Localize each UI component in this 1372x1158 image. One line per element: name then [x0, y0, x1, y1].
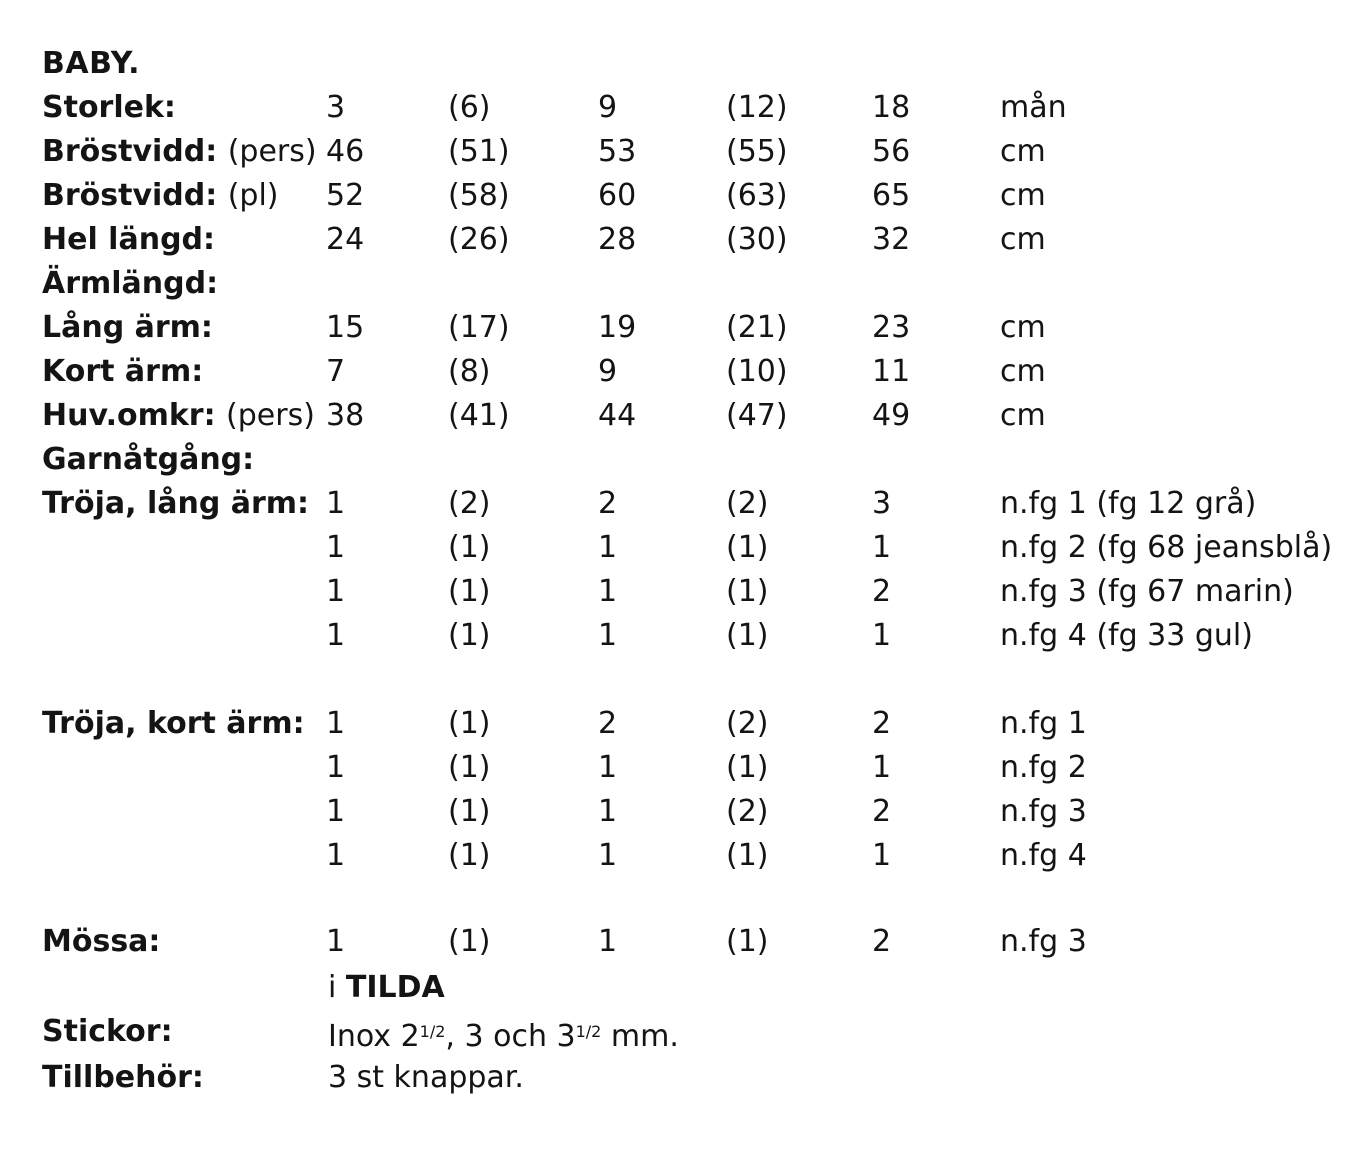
row-label [42, 306, 213, 350]
row-label-text: Tröja, lång ärm: [42, 486, 310, 521]
size-value: 28 [598, 222, 637, 257]
size-value: 1 [872, 838, 892, 873]
row-label [42, 438, 254, 482]
table-row [0, 614, 1372, 658]
size-value: (58) [448, 178, 510, 213]
size-value: 1 [326, 794, 346, 829]
row-label-qualifier: (pers) [227, 134, 317, 169]
size-value: 1 [326, 750, 346, 785]
needles-text-c: mm. [601, 1019, 679, 1054]
row-unit: n.fg 3 [1000, 794, 1087, 829]
size-value: (1) [448, 530, 491, 565]
row-label [42, 218, 215, 262]
size-value: 3 [326, 90, 346, 125]
size-value: 1 [326, 530, 346, 565]
row-unit: cm [1000, 310, 1046, 345]
row-label-text: Lång ärm: [42, 310, 213, 345]
size-value: 11 [872, 354, 911, 389]
row-label [42, 394, 315, 438]
size-value: 1 [326, 706, 346, 741]
table-row [0, 130, 1372, 174]
size-value: (1) [726, 924, 769, 959]
row-label-text: Tröja, kort ärm: [42, 706, 305, 741]
row-unit: n.fg 1 (fg 12 grå) [1000, 486, 1257, 521]
size-value: (26) [448, 222, 510, 257]
size-value: (1) [448, 838, 491, 873]
table-row [0, 702, 1372, 746]
row-unit: cm [1000, 354, 1046, 389]
size-value: 46 [326, 134, 365, 169]
size-value: 2 [598, 706, 618, 741]
row-label-text: Kort ärm: [42, 354, 204, 389]
size-value: 1 [598, 750, 618, 785]
size-value: (47) [726, 398, 788, 433]
row-label-text: Mössa: [42, 924, 161, 959]
size-value: (17) [448, 310, 510, 345]
size-value: 60 [598, 178, 637, 213]
size-value: (1) [726, 574, 769, 609]
size-value: 23 [872, 310, 911, 345]
size-value: 2 [872, 706, 892, 741]
size-value: 1 [598, 838, 618, 873]
size-value: 15 [326, 310, 365, 345]
size-value: 2 [872, 924, 892, 959]
size-value: 56 [872, 134, 911, 169]
size-value: (1) [448, 924, 491, 959]
size-value: 53 [598, 134, 637, 169]
row-label-qualifier: (pl) [227, 178, 279, 213]
size-value: 44 [598, 398, 637, 433]
row-label-text: Huv.omkr: [42, 398, 216, 433]
needles-text-a: Inox 2 [328, 1019, 420, 1054]
row-label-text: Hel längd: [42, 222, 216, 257]
size-value: 1 [326, 574, 346, 609]
needles-text-b: , 3 och 3 [445, 1019, 576, 1054]
size-value: (1) [726, 838, 769, 873]
row-unit: cm [1000, 222, 1046, 257]
row-label [42, 262, 218, 306]
row-label [42, 174, 279, 218]
row-unit: cm [1000, 398, 1046, 433]
row-unit: n.fg 4 [1000, 838, 1087, 873]
table-row [0, 350, 1372, 394]
table-row [0, 218, 1372, 262]
size-value: 1 [326, 618, 346, 653]
size-value: (1) [726, 530, 769, 565]
size-value: (1) [448, 794, 491, 829]
table-row [0, 834, 1372, 878]
size-value: 1 [872, 618, 892, 653]
size-value: 1 [598, 794, 618, 829]
row-label-text: Storlek: [42, 90, 176, 125]
row-unit: n.fg 4 (fg 33 gul) [1000, 618, 1253, 653]
size-value: 1 [872, 750, 892, 785]
needles-label: Stickor: [42, 1014, 173, 1049]
size-value: (1) [448, 750, 491, 785]
size-value: (1) [726, 618, 769, 653]
row-label-text: Bröstvidd: [42, 134, 218, 169]
row-unit: n.fg 3 [1000, 924, 1087, 959]
table-row [0, 526, 1372, 570]
table-row [0, 746, 1372, 790]
accessories-value: 3 st knappar. [328, 1060, 524, 1095]
row-label [42, 350, 203, 394]
table-row [0, 570, 1372, 614]
size-value: 65 [872, 178, 911, 213]
row-label-text: Ärmlängd: [42, 266, 219, 301]
size-value: (2) [726, 486, 769, 521]
size-value: (21) [726, 310, 788, 345]
table-row [0, 306, 1372, 350]
size-value: 9 [598, 354, 618, 389]
size-value: 1 [872, 530, 892, 565]
size-value: 24 [326, 222, 365, 257]
size-value: 2 [598, 486, 618, 521]
size-value: 38 [326, 398, 365, 433]
size-value: 49 [872, 398, 911, 433]
size-value: (30) [726, 222, 788, 257]
needles-value [328, 1010, 679, 1059]
size-value: 3 [872, 486, 892, 521]
needles-row [0, 1010, 1372, 1054]
size-value: 9 [598, 90, 618, 125]
size-value: (12) [726, 90, 788, 125]
size-value: 1 [598, 530, 618, 565]
accessories-label: Tillbehör: [42, 1060, 204, 1095]
size-value: (8) [448, 354, 491, 389]
table-row [0, 394, 1372, 438]
size-value: (51) [448, 134, 510, 169]
table-row [0, 86, 1372, 130]
size-value: 19 [598, 310, 637, 345]
document-title: BABY. [42, 46, 140, 81]
yarn-row [0, 966, 1372, 1010]
needles-fraction-a: 1/2 [419, 1022, 446, 1041]
size-value: 32 [872, 222, 911, 257]
size-value: 2 [872, 574, 892, 609]
size-value: (63) [726, 178, 788, 213]
size-value: (2) [448, 486, 491, 521]
row-label [42, 920, 160, 964]
yarn-brand: TILDA [345, 970, 445, 1005]
size-value: (1) [726, 750, 769, 785]
yarn-name [328, 966, 445, 1010]
size-value: (6) [448, 90, 491, 125]
row-label-text: Bröstvidd: [42, 178, 218, 213]
size-value: 1 [598, 574, 618, 609]
size-value: (10) [726, 354, 788, 389]
needles-fraction-b: 1/2 [575, 1022, 602, 1041]
row-label [42, 130, 317, 174]
row-unit: mån [1000, 90, 1067, 125]
size-value: (2) [726, 794, 769, 829]
table-row [0, 920, 1372, 964]
row-unit: n.fg 1 [1000, 706, 1087, 741]
size-value: (1) [448, 618, 491, 653]
size-value: 1 [598, 618, 618, 653]
row-label [42, 86, 176, 130]
size-value: 18 [872, 90, 911, 125]
row-unit: n.fg 2 (fg 68 jeansblå) [1000, 530, 1333, 565]
size-value: 1 [598, 924, 618, 959]
size-value: 7 [326, 354, 346, 389]
row-unit: cm [1000, 134, 1046, 169]
yarn-prefix: i [328, 970, 337, 1005]
accessories-row [0, 1056, 1372, 1100]
size-value: 1 [326, 838, 346, 873]
size-value: (1) [448, 706, 491, 741]
size-value: 1 [326, 486, 346, 521]
size-value: (55) [726, 134, 788, 169]
row-label [42, 702, 305, 746]
table-row [0, 174, 1372, 218]
table-row [0, 438, 1372, 482]
row-unit: cm [1000, 178, 1046, 213]
size-value: 1 [326, 924, 346, 959]
size-value: (41) [448, 398, 510, 433]
row-unit: n.fg 2 [1000, 750, 1087, 785]
row-label-text: Garnåtgång: [42, 442, 255, 477]
size-value: (1) [448, 574, 491, 609]
row-label-qualifier: (pers) [226, 398, 315, 433]
row-unit: n.fg 3 (fg 67 marin) [1000, 574, 1294, 609]
table-row [0, 790, 1372, 834]
row-label [42, 482, 309, 526]
size-value: (2) [726, 706, 769, 741]
table-row [0, 482, 1372, 526]
table-row [0, 262, 1372, 306]
size-value: 2 [872, 794, 892, 829]
size-value: 52 [326, 178, 365, 213]
